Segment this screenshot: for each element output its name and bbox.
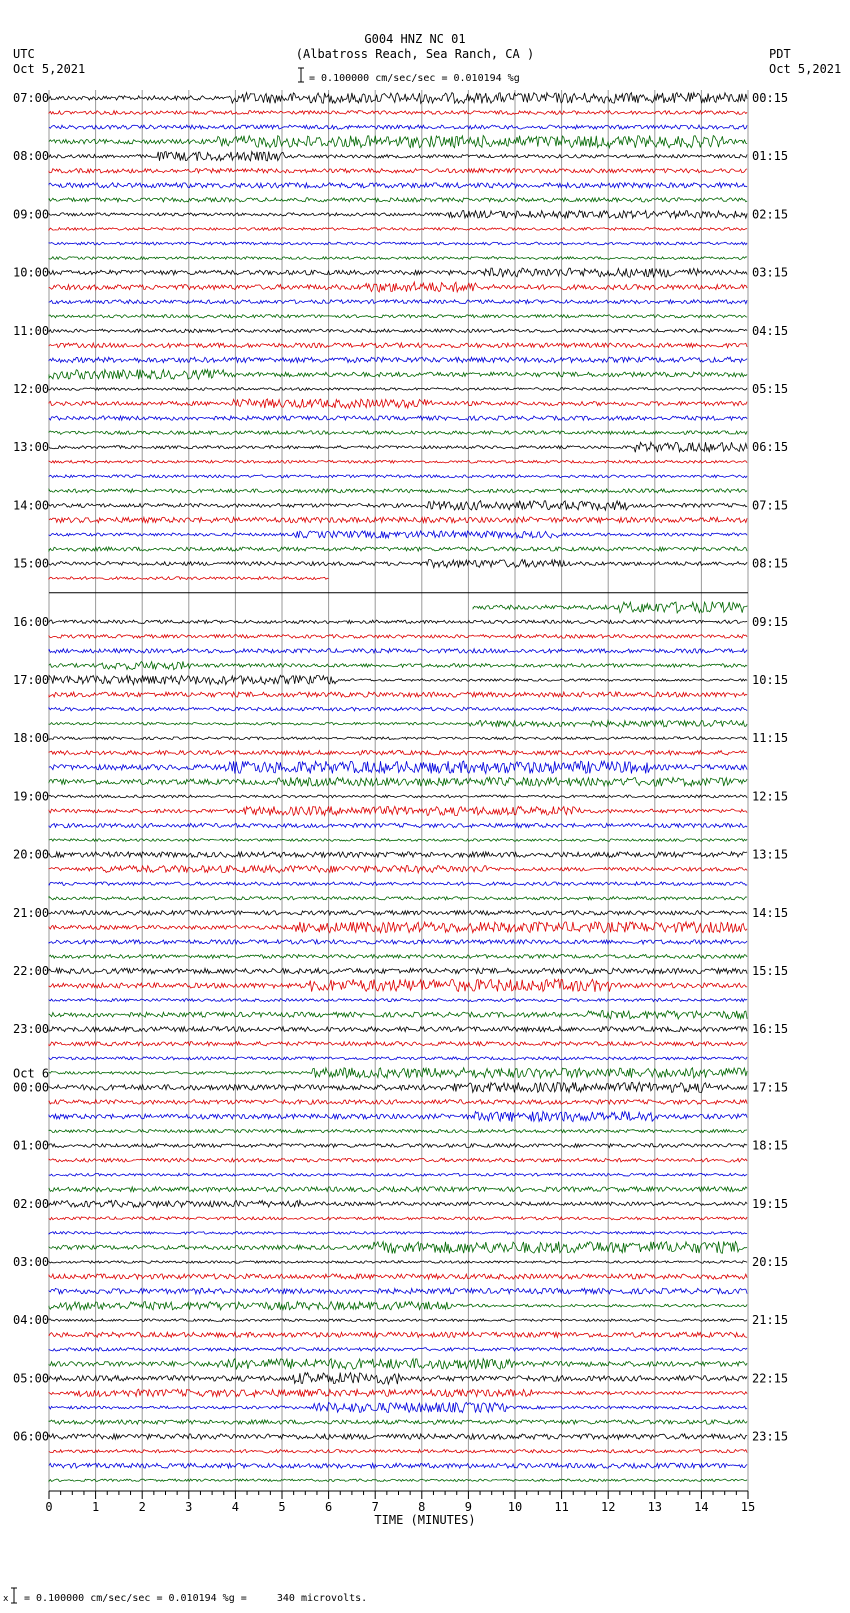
footer <box>3 1588 367 1604</box>
minute-gridlines <box>49 90 748 1491</box>
utc-hour-label: 18:00 <box>13 731 50 746</box>
pdt-hour-labels <box>752 91 788 1444</box>
trace-row-4 <box>49 152 747 161</box>
trace-row-67 <box>49 1068 747 1078</box>
trace-row-74 <box>49 1173 747 1176</box>
utc-hour-label: 10:00 <box>13 265 50 280</box>
trace-row-93 <box>49 1450 747 1453</box>
seismic-traces <box>49 93 747 1482</box>
utc-hour-label: 06:00 <box>13 1429 50 1444</box>
x-axis <box>45 1491 755 1514</box>
trace-row-92 <box>49 1434 747 1439</box>
x-tick-label: 11 <box>554 1500 569 1514</box>
utc-hour-label: 03:00 <box>13 1255 50 1269</box>
utc-hour-label: 04:00 <box>13 1313 50 1328</box>
right-timezone: PDT <box>769 47 791 61</box>
trace-row-28 <box>49 501 747 511</box>
pdt-hour-label: 19:15 <box>752 1196 789 1211</box>
trace-row-17 <box>49 343 747 348</box>
trace-row-58 <box>49 940 747 944</box>
trace-row-94 <box>49 1463 747 1468</box>
trace-row-16 <box>49 329 747 332</box>
pdt-hour-label: 04:15 <box>752 323 789 338</box>
trace-row-45 <box>49 751 747 756</box>
x-tick-label: 1 <box>91 1500 100 1514</box>
trace-row-14 <box>49 300 747 304</box>
trace-row-78 <box>49 1232 747 1235</box>
x-tick-label: 15 <box>740 1500 756 1514</box>
trace-row-69 <box>49 1100 747 1105</box>
pdt-hour-label: 14:15 <box>752 905 789 920</box>
x-tick-label: 4 <box>231 1500 240 1514</box>
pdt-hour-label: 09:15 <box>752 614 789 629</box>
pdt-hour-label: 05:15 <box>752 382 789 396</box>
trace-row-49 <box>49 806 747 815</box>
trace-row-40 <box>49 675 747 684</box>
trace-row-64 <box>49 1027 747 1032</box>
trace-row-85 <box>49 1332 747 1337</box>
trace-row-73 <box>49 1158 747 1162</box>
x-tick-label: 2 <box>138 1500 146 1514</box>
trace-row-24 <box>49 442 747 452</box>
trace-row-11 <box>49 257 747 260</box>
trace-row-52 <box>49 852 747 858</box>
trace-row-87 <box>49 1359 747 1370</box>
trace-row-59 <box>49 955 747 959</box>
trace-row-54 <box>49 882 747 886</box>
trace-row-84 <box>49 1319 747 1322</box>
pdt-hour-label: 15:15 <box>752 964 789 978</box>
trace-row-81 <box>49 1274 747 1279</box>
utc-hour-label: 16:00 <box>13 614 50 629</box>
trace-row-30 <box>49 531 747 538</box>
x-tick-label: 7 <box>371 1500 379 1514</box>
trace-row-2 <box>49 125 747 129</box>
trace-row-32 <box>49 559 747 567</box>
trace-row-23 <box>49 431 747 435</box>
pdt-hour-label: 21:15 <box>752 1313 789 1328</box>
trace-row-1 <box>49 111 747 115</box>
pdt-hour-label: 00:15 <box>752 91 789 105</box>
trace-row-63 <box>49 1010 747 1019</box>
trace-row-51 <box>49 839 747 842</box>
trace-row-48 <box>49 795 747 798</box>
utc-hour-label: 13:00 <box>13 440 50 455</box>
pdt-hour-label: 11:15 <box>752 731 789 746</box>
trace-row-41 <box>49 692 747 697</box>
x-tick-label: 3 <box>185 1500 193 1514</box>
trace-row-83 <box>49 1302 747 1310</box>
utc-hour-label: 12:00 <box>13 382 50 396</box>
trace-row-38 <box>49 649 747 653</box>
trace-row-91 <box>49 1420 747 1424</box>
x-tick-label: 8 <box>418 1500 426 1514</box>
trace-row-20 <box>49 388 747 391</box>
x-axis-label: TIME (MINUTES) <box>374 1513 476 1527</box>
trace-row-89 <box>49 1389 747 1397</box>
left-timezone: UTC <box>13 47 35 61</box>
scale-bar-icon <box>298 68 304 82</box>
pdt-hour-label: 17:15 <box>752 1080 789 1095</box>
trace-row-29 <box>49 517 747 523</box>
utc-hour-label: 11:00 <box>13 323 50 338</box>
trace-row-75 <box>49 1187 747 1192</box>
x-tick-label: 0 <box>45 1500 53 1514</box>
pdt-hour-label: 02:15 <box>752 207 789 222</box>
station-location: (Albatross Reach, Sea Ranch, CA ) <box>295 47 535 61</box>
trace-row-76 <box>49 1200 747 1207</box>
trace-row-62 <box>49 999 747 1002</box>
utc-hour-label: 05:00 <box>13 1371 50 1386</box>
trace-row-65 <box>49 1042 747 1046</box>
pdt-hour-label: 12:15 <box>752 789 789 804</box>
pdt-hour-label: 10:15 <box>752 673 789 687</box>
trace-row-21 <box>49 399 747 408</box>
scale-text: = 0.100000 cm/sec/sec = 0.010194 %g <box>309 73 520 84</box>
pdt-hour-label: 03:15 <box>752 265 789 280</box>
trace-row-6 <box>49 183 747 188</box>
pdt-hour-label: 13:15 <box>752 847 789 862</box>
trace-row-88 <box>49 1373 747 1385</box>
trace-row-86 <box>49 1348 747 1351</box>
trace-row-0 <box>49 93 747 104</box>
trace-row-72 <box>49 1144 747 1148</box>
trace-row-60 <box>49 968 747 973</box>
trace-row-31 <box>49 547 747 551</box>
footer-scale-text: = 0.100000 cm/sec/sec = 0.010194 %g = 340 microvolts. <box>24 1593 368 1604</box>
utc-hour-label: 20:00 <box>13 847 50 862</box>
trace-row-5 <box>49 169 747 173</box>
header <box>13 32 841 84</box>
footer-mark: x <box>3 1594 9 1604</box>
pdt-hour-label: 20:15 <box>752 1255 789 1269</box>
x-tick-label: 5 <box>278 1500 286 1514</box>
trace-row-77 <box>49 1217 747 1220</box>
trace-row-27 <box>49 489 747 493</box>
trace-row-57 <box>49 922 747 933</box>
station-title: G004 HNZ NC 01 <box>364 32 466 46</box>
trace-row-79 <box>49 1242 747 1254</box>
x-tick-label: 10 <box>507 1500 523 1514</box>
pdt-hour-label: 01:15 <box>752 149 789 164</box>
pdt-hour-label: 08:15 <box>752 556 789 571</box>
right-date: Oct 5,2021 <box>769 62 842 76</box>
trace-row-39 <box>49 661 747 669</box>
pdt-hour-label: 06:15 <box>752 440 789 455</box>
x-tick-label: 13 <box>647 1500 663 1514</box>
utc-hour-label: 23:00 <box>13 1022 50 1037</box>
trace-row-70 <box>49 1111 747 1121</box>
utc-hour-label: 21:00 <box>13 905 50 920</box>
trace-row-8 <box>49 211 747 219</box>
pdt-hour-label: 16:15 <box>752 1022 789 1037</box>
utc-hour-label: 14:00 <box>13 498 50 513</box>
trace-row-36 <box>49 620 747 623</box>
trace-row-18 <box>49 357 747 362</box>
trace-row-12 <box>49 268 747 277</box>
utc-hour-label: 19:00 <box>13 789 50 804</box>
x-tick-label: 14 <box>694 1500 709 1514</box>
trace-row-25 <box>49 460 747 463</box>
trace-row-61 <box>49 979 747 992</box>
trace-row-15 <box>49 315 747 318</box>
pdt-hour-label: 18:15 <box>752 1138 789 1153</box>
trace-row-3 <box>49 136 747 148</box>
trace-row-7 <box>49 198 747 202</box>
trace-row-44 <box>49 737 747 740</box>
x-tick-label: 12 <box>600 1500 616 1514</box>
trace-row-13 <box>49 282 747 292</box>
pdt-hour-label: 07:15 <box>752 498 789 513</box>
trace-row-37 <box>49 635 747 639</box>
utc-hour-label: 08:00 <box>13 149 50 164</box>
utc-hour-label: 17:00 <box>13 673 50 687</box>
trace-row-9 <box>49 228 747 231</box>
utc-hour-label: 01:00 <box>13 1138 50 1153</box>
trace-row-22 <box>49 416 747 420</box>
x-tick-label: 9 <box>464 1500 473 1514</box>
utc-hour-labels <box>13 91 49 1444</box>
trace-row-66 <box>49 1057 747 1060</box>
trace-row-55 <box>49 897 747 900</box>
trace-row-95 <box>49 1479 747 1482</box>
trace-row-46 <box>49 761 747 774</box>
trace-row-43 <box>49 721 747 727</box>
trace-row-26 <box>49 475 747 478</box>
trace-row-19 <box>49 370 747 380</box>
left-date: Oct 5,2021 <box>13 62 86 76</box>
trace-row-50 <box>49 823 747 827</box>
trace-row-56 <box>49 911 747 915</box>
trace-row-68 <box>49 1082 747 1092</box>
trace-row-10 <box>49 242 747 245</box>
utc-hour-label: 02:00 <box>13 1196 50 1211</box>
utc-hour-label: 07:00 <box>13 91 50 105</box>
trace-row-82 <box>49 1288 747 1293</box>
trace-row-35 <box>473 602 747 613</box>
utc-hour-label: 00:00 <box>13 1080 50 1095</box>
pdt-hour-label: 22:15 <box>752 1371 789 1386</box>
utc-hour-label: 22:00 <box>13 964 50 978</box>
utc-hour-label: 09:00 <box>13 207 50 222</box>
pdt-hour-label: 23:15 <box>752 1429 789 1444</box>
trace-row-71 <box>49 1129 747 1132</box>
trace-row-90 <box>49 1402 747 1412</box>
trace-row-47 <box>49 778 747 787</box>
date-change-label: Oct 6 <box>13 1066 50 1081</box>
trace-row-42 <box>49 707 747 711</box>
trace-row-53 <box>49 866 747 873</box>
x-tick-label: 6 <box>324 1500 333 1514</box>
utc-hour-label: 15:00 <box>13 556 50 571</box>
trace-row-80 <box>49 1261 747 1263</box>
footer-scale-bar-icon <box>11 1588 17 1603</box>
